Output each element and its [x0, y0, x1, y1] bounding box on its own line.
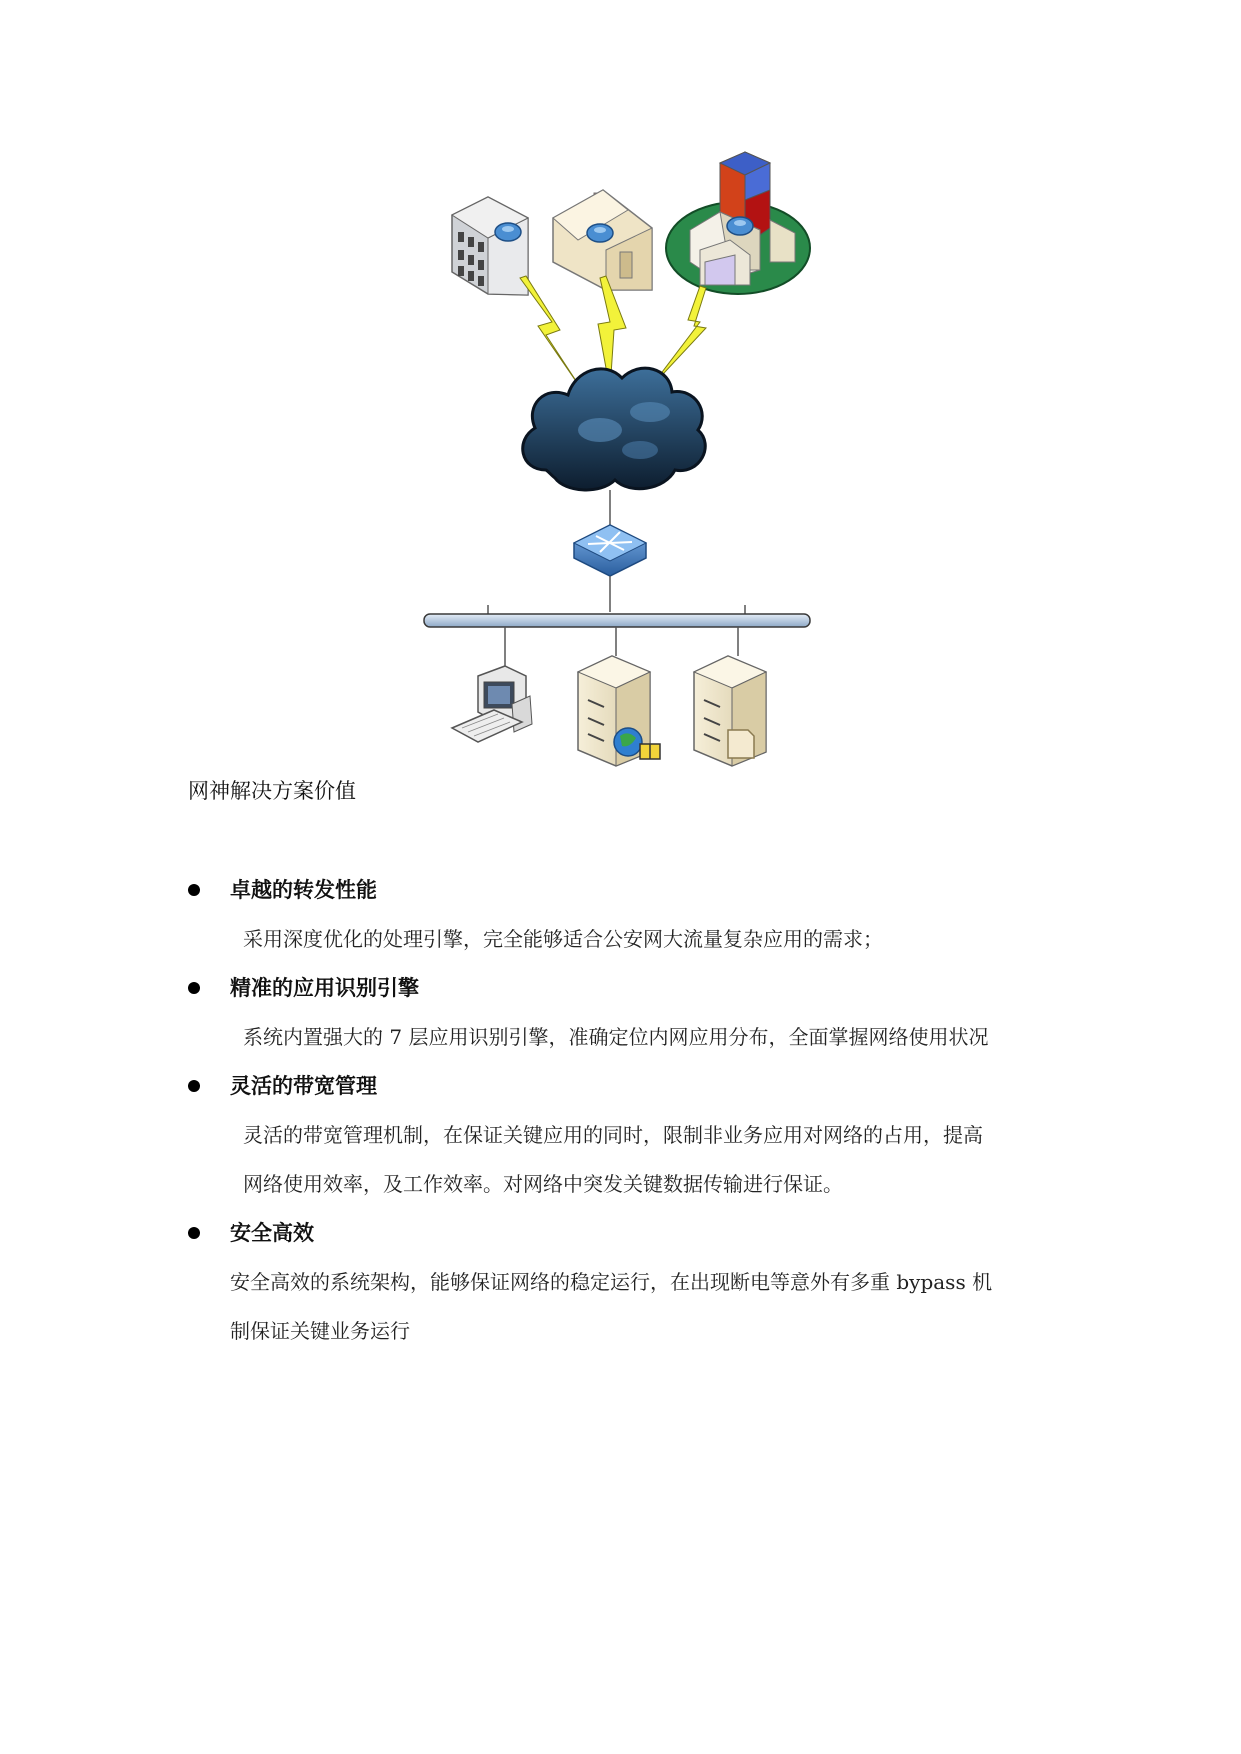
- value-item-4-text-line-1: 安全高效的系统架构，能够保证网络的稳定运行，在出现断电等意外有多重 bypass 机: [230, 1270, 993, 1294]
- router-icon: [574, 525, 646, 576]
- item-heading-text: 安全高效: [230, 1221, 314, 1245]
- cloud-icon: [523, 368, 706, 490]
- house-icon: [553, 190, 652, 290]
- bullet-icon: [188, 1227, 200, 1239]
- lan-bus: [424, 614, 810, 627]
- value-item-2-heading: [188, 973, 419, 1003]
- file-server-icon: [694, 656, 766, 766]
- bullet-icon: [188, 982, 200, 994]
- item-heading-text: 卓越的转发性能: [230, 878, 377, 902]
- workstation-icon: [452, 666, 532, 742]
- bullet-icon: [188, 1080, 200, 1092]
- item-heading-text: 精准的应用识别引擎: [230, 976, 419, 1000]
- item-heading-text: 灵活的带宽管理: [230, 1074, 377, 1098]
- office-building-icon: [452, 197, 528, 295]
- value-item-2-text: 系统内置强大的 7 层应用识别引擎，准确定位内网应用分布，全面掌握网络使用状况: [243, 1025, 989, 1049]
- value-item-4-heading: [188, 1218, 314, 1248]
- campus-site-icon: [666, 152, 810, 294]
- value-item-3-heading: [188, 1071, 377, 1101]
- value-item-4-text-line-2: 制保证关键业务运行: [230, 1319, 410, 1343]
- web-server-icon: [578, 656, 660, 766]
- value-item-1-heading: [188, 875, 377, 905]
- network-topology-diagram: [0, 0, 1241, 780]
- value-item-3-text-line-2: 网络使用效率，及工作效率。对网络中突发关键数据传输进行保证。: [243, 1172, 843, 1196]
- value-item-3-text-line-1: 灵活的带宽管理机制，在保证关键应用的同时，限制非业务应用对网络的占用，提高: [243, 1123, 983, 1147]
- section-title: 网神解决方案价值: [188, 779, 356, 803]
- bullet-icon: [188, 884, 200, 896]
- value-item-1-text: 采用深度优化的处理引擎，完全能够适合公安网大流量复杂应用的需求；: [243, 927, 883, 951]
